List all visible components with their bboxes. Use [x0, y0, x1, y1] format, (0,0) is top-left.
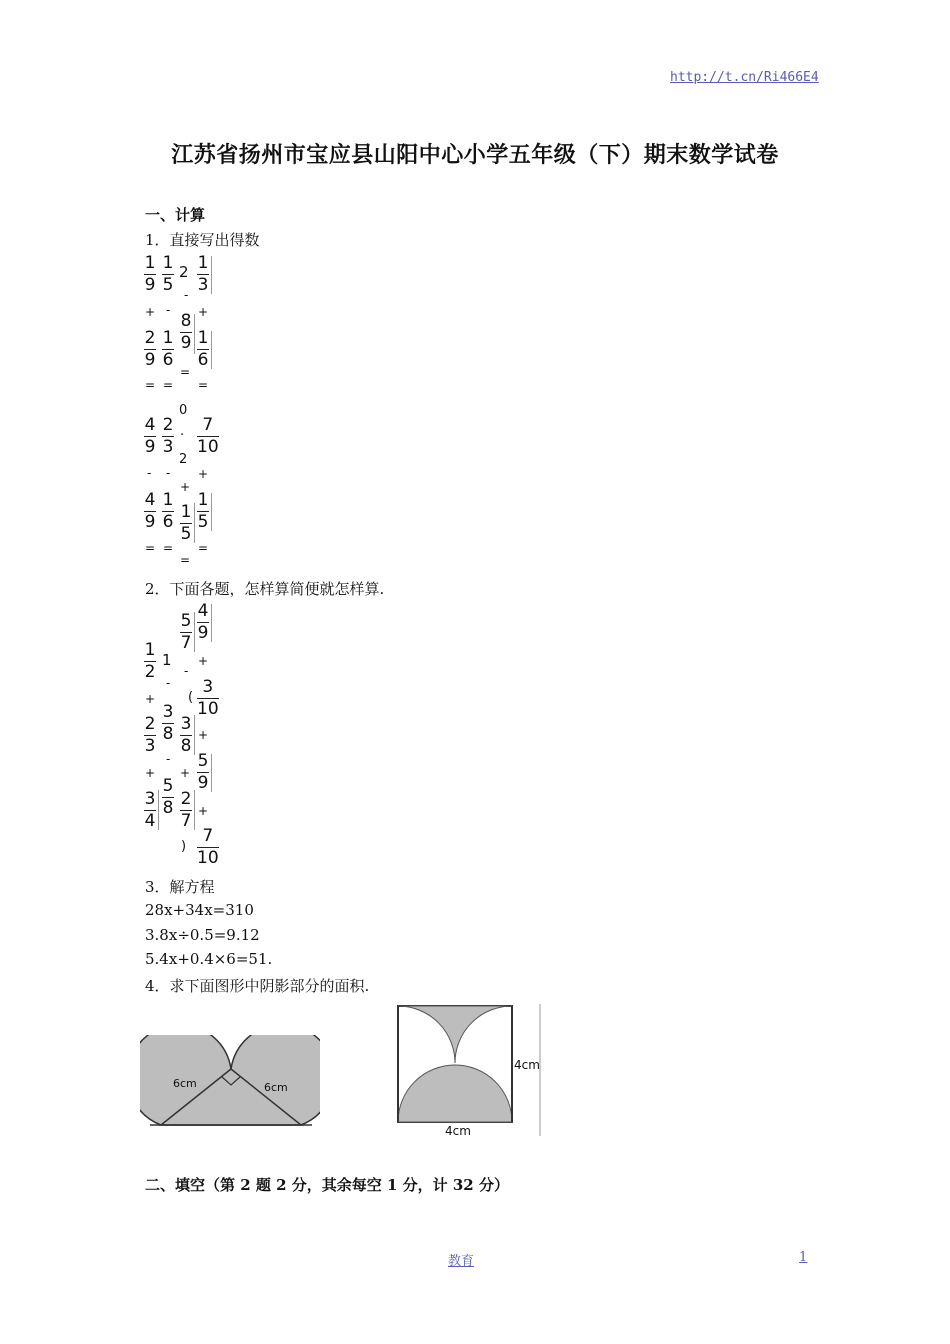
operator-plus: + — [180, 766, 191, 780]
denominator: 8 — [162, 724, 174, 744]
figure-2-side-label: 4cm — [514, 1058, 540, 1072]
digit: 2 — [179, 452, 188, 467]
fraction — [197, 752, 209, 793]
fraction — [144, 416, 156, 457]
fraction — [162, 491, 174, 532]
operator-plus: + — [145, 305, 156, 319]
equation-2: 3.8x÷0.5=9.12 — [145, 926, 260, 944]
fraction — [180, 612, 192, 653]
numerator: 1 — [197, 328, 209, 348]
fraction — [162, 329, 174, 370]
fraction — [162, 777, 174, 818]
operator-plus: + — [198, 728, 209, 742]
denominator: 6 — [197, 350, 209, 370]
question-1-text: 1．直接写出得数 — [145, 231, 260, 249]
fraction — [144, 329, 156, 370]
operator-plus: + — [198, 804, 209, 818]
digit: 0 — [179, 403, 188, 418]
cell-border — [194, 612, 195, 652]
numerator: 2 — [162, 415, 174, 435]
numerator: 1 — [144, 253, 156, 273]
denominator: 10 — [197, 848, 219, 868]
denominator: 4 — [144, 811, 156, 831]
figure-2-bottom-label: 4cm — [445, 1124, 471, 1138]
operator-equals: = — [163, 541, 174, 555]
operator-minus: - — [166, 676, 171, 690]
numerator: 8 — [180, 311, 192, 331]
operator-plus: + — [198, 467, 209, 481]
denominator: 9 — [144, 275, 156, 295]
cell-border — [211, 256, 212, 294]
numerator: 1 — [144, 640, 156, 660]
denominator: 9 — [144, 350, 156, 370]
fraction — [180, 503, 192, 544]
digit: 1 — [162, 651, 172, 669]
question-2-text: 2．下面各题，怎样算简便就怎样算. — [145, 580, 385, 598]
numerator: 1 — [162, 490, 174, 510]
operator-plus: + — [198, 654, 209, 668]
figure-1-label-left: 6cm — [173, 1077, 197, 1090]
fraction — [144, 641, 156, 682]
numerator: 3 — [144, 789, 156, 809]
operator-minus: - — [184, 664, 189, 678]
fraction — [162, 703, 174, 744]
operator-equals: = — [145, 541, 156, 555]
numerator: 2 — [144, 714, 156, 734]
denominator: 2 — [144, 662, 156, 682]
fraction — [197, 678, 219, 719]
numerator: 2 — [180, 789, 192, 809]
operator-minus: - — [166, 466, 171, 480]
question-4-text: 4．求下面图形中阴影部分的面积. — [145, 977, 370, 995]
section-1-heading: 一、计算 — [145, 206, 206, 224]
operator-equals: = — [145, 378, 156, 392]
operator-minus: - — [147, 466, 152, 480]
operator-equals: = — [163, 378, 174, 392]
numerator: 1 — [162, 328, 174, 348]
equation-3: 5.4x+0.4×6=51. — [145, 950, 273, 968]
denominator: 8 — [162, 798, 174, 818]
operator-equals: = — [180, 365, 191, 379]
section-2-heading: 二、填空（第 2 题 2 分，其余每空 1 分，计 32 分） — [145, 1176, 509, 1194]
operator-plus: + — [145, 692, 156, 706]
fraction — [162, 254, 174, 295]
numerator: 5 — [162, 776, 174, 796]
fraction — [197, 254, 209, 295]
numerator: 3 — [180, 714, 192, 734]
denominator: 3 — [197, 275, 209, 295]
operator-plus: + — [180, 480, 191, 494]
cell-border — [158, 790, 159, 830]
fraction — [197, 329, 209, 370]
denominator: 7 — [180, 633, 192, 653]
decimal-point: . — [180, 424, 185, 439]
left-paren: ( — [188, 690, 194, 705]
fraction — [197, 827, 219, 868]
question-3-text: 3．解方程 — [145, 878, 215, 896]
numerator: 7 — [202, 415, 214, 435]
numerator: 5 — [180, 611, 192, 631]
denominator: 3 — [144, 736, 156, 756]
operator-minus: - — [166, 303, 171, 317]
denominator: 10 — [197, 437, 219, 457]
operator-plus: + — [198, 305, 209, 319]
digit: 2 — [179, 263, 189, 281]
denominator: 7 — [180, 811, 192, 831]
denominator: 3 — [162, 437, 174, 457]
numerator: 1 — [180, 502, 192, 522]
numerator: 4 — [144, 415, 156, 435]
denominator: 10 — [197, 699, 219, 719]
denominator: 6 — [162, 512, 174, 532]
cell-border — [194, 715, 195, 755]
fraction — [180, 790, 192, 831]
fraction — [144, 254, 156, 295]
denominator: 9 — [180, 333, 192, 353]
fraction — [144, 790, 156, 831]
cell-border — [211, 493, 212, 531]
cell-border — [211, 604, 212, 642]
denominator: 9 — [197, 623, 209, 643]
fraction — [144, 491, 156, 532]
right-paren: ) — [181, 839, 187, 854]
operator-equals: = — [198, 541, 209, 555]
denominator: 9 — [144, 512, 156, 532]
operator-minus: - — [166, 752, 171, 766]
numerator: 2 — [144, 328, 156, 348]
numerator: 1 — [197, 490, 209, 510]
figure-1-label-right: 6cm — [264, 1081, 288, 1094]
page-number: 1 — [799, 1250, 808, 1265]
page-title: 江苏省扬州市宝应县山阳中心小学五年级（下）期末数学试卷 — [171, 142, 779, 168]
equation-1: 28x+34x=310 — [145, 901, 254, 919]
figure-square-arcs — [390, 1002, 550, 1142]
numerator: 1 — [197, 253, 209, 273]
operator-equals: = — [198, 378, 209, 392]
numerator: 3 — [202, 677, 214, 697]
fraction — [162, 416, 174, 457]
fraction — [197, 491, 209, 532]
numerator: 1 — [162, 253, 174, 273]
operator-equals: = — [180, 553, 191, 567]
operator-plus: + — [145, 766, 156, 780]
numerator: 3 — [162, 702, 174, 722]
figure-semicircles-triangle — [140, 1035, 320, 1135]
denominator: 6 — [162, 350, 174, 370]
cell-border — [194, 503, 195, 543]
fraction — [197, 602, 209, 643]
denominator: 5 — [162, 275, 174, 295]
denominator: 8 — [180, 736, 192, 756]
fraction — [180, 715, 192, 756]
fraction — [180, 312, 192, 353]
operator-minus: - — [184, 288, 189, 302]
numerator: 4 — [144, 490, 156, 510]
header-url-link[interactable]: http://t.cn/Ri466E4 — [670, 70, 819, 85]
denominator: 9 — [197, 773, 209, 793]
numerator: 4 — [197, 601, 209, 621]
denominator: 9 — [144, 437, 156, 457]
denominator: 5 — [180, 524, 192, 544]
numerator: 5 — [197, 751, 209, 771]
cell-border — [194, 790, 195, 830]
numerator: 7 — [202, 826, 214, 846]
cell-border — [194, 314, 195, 354]
denominator: 5 — [197, 512, 209, 532]
cell-border — [211, 331, 212, 369]
fraction — [144, 715, 156, 756]
fraction — [197, 416, 219, 457]
footer-link[interactable]: 教育 — [448, 1254, 475, 1269]
cell-border — [211, 754, 212, 792]
